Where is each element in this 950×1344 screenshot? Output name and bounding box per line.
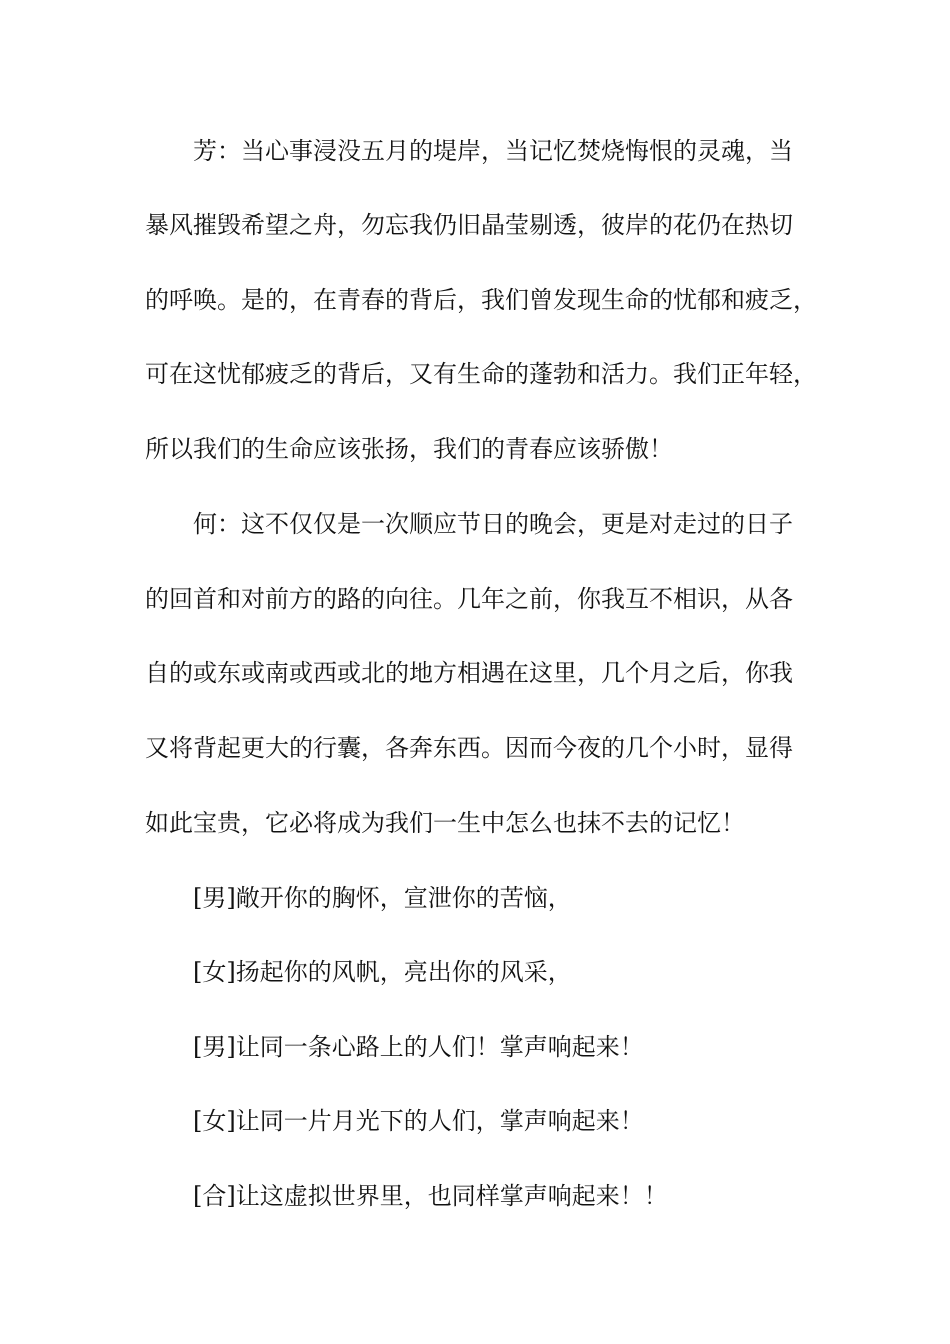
text-line: 如此宝贵，它必将成为我们一生中怎么也抹不去的记忆！ — [145, 809, 745, 837]
text-line: [女]让同一片月光下的人们，掌声响起来！ — [193, 1107, 644, 1135]
text-line: 的呼唤。是的，在青春的背后，我们曾发现生命的忧郁和疲乏， — [145, 286, 817, 314]
text-line: [男]让同一条心路上的人们！掌声响起来！ — [193, 1033, 644, 1061]
text-line: 芳：当心事浸没五月的堤岸，当记忆焚烧悔恨的灵魂，当 — [193, 137, 793, 165]
text-line: 何：这不仅仅是一次顺应节日的晚会，更是对走过的日子 — [193, 510, 793, 538]
text-line: [男]敞开你的胸怀，宣泄你的苦恼， — [193, 884, 572, 912]
text-line: 所以我们的生命应该张扬，我们的青春应该骄傲！ — [145, 435, 673, 463]
text-line: 又将背起更大的行囊，各奔东西。因而今夜的几个小时，显得 — [145, 734, 793, 762]
text-line: 暴风摧毁希望之舟，勿忘我仍旧晶莹剔透，彼岸的花仍在热切 — [145, 211, 793, 239]
text-line: 的回首和对前方的路的向往。几年之前，你我互不相识，从各 — [145, 585, 793, 613]
text-line: 自的或东或南或西或北的地方相遇在这里，几个月之后，你我 — [145, 659, 793, 687]
text-line: 可在这忧郁疲乏的背后，又有生命的蓬勃和活力。我们正年轻， — [145, 360, 817, 388]
text-line: [女]扬起你的风帆，亮出你的风采， — [193, 958, 572, 986]
text-line: [合]让这虚拟世界里，也同样掌声响起来！！ — [193, 1182, 668, 1210]
